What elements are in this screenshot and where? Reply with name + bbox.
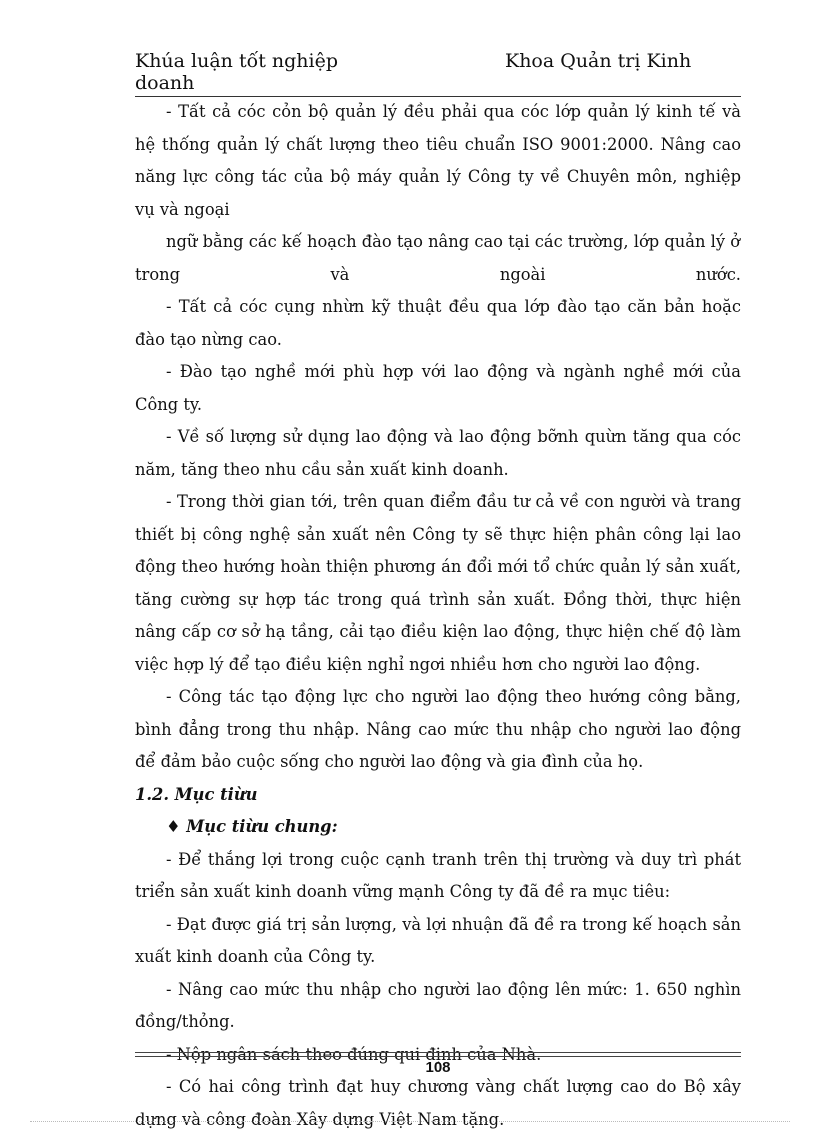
paragraph: - Đạt được giá trị sản lượng, và lợi nhuận đã đề ra trong kế hoạch sản xuất kinh doanh của Công ty. [135, 914, 741, 966]
paragraph: ngữ bằng các kế hoạch đào tạo nâng cao tại các trường, lớp quản lý ở [166, 232, 741, 251]
page-bottom-border [30, 1121, 790, 1122]
footer-rule [135, 1052, 741, 1053]
page-header [135, 50, 741, 98]
paragraph: trong và ngoài nước. [135, 264, 741, 284]
page-number: 108 [425, 1059, 451, 1076]
subsection-heading: ♦ Mục tiừu chung: [166, 817, 338, 836]
paragraph: - Để thắng lợi trong cuộc cạnh tranh trên thị trường và duy trì phát triển sản xuất kinh doanh vững mạnh Công ty đã đề ra mục tiêu: [135, 849, 741, 901]
body-text [135, 96, 741, 1136]
section-heading: 1.2. Mục tiừu [135, 784, 258, 804]
paragraph: - Tất cả cóc cụng nhừn kỹ thuật đều qua lớp đào tạo căn bản hoặc đào tạo nừng cao. [135, 297, 741, 349]
paragraph: - Công tác tạo động lực cho người lao động theo hướng công bằng, bình đẳng trong thu nhập. Nâng cao mức thu nhập cho người lao động để đảm bảo cuộc sống cho người lao động và gia đình của họ. [135, 687, 741, 771]
paragraph: - Tất cả cóc cỏn bộ quản lý đều phải qua cóc lớp quản lý kinh tế và hệ thống quản lý chất lượng theo tiêu chuẩn ISO 9001:2000. Nâng cao năng lực công tác của bộ máy quản lý Công ty về Chuyên môn, nghiệp vụ và ngoại [135, 102, 741, 219]
paragraph: - Đào tạo nghề mới phù hợp với lao động và ngành nghề mới của Công ty. [135, 362, 741, 414]
header-right-title: Khoa Quản trị Kinh [505, 50, 692, 72]
header-left-title: Khúa luận tốt nghiệp doanh [135, 50, 339, 94]
footer-rule [135, 1056, 741, 1057]
paragraph: - Nộp ngân sách theo đúng qui định của Nhà. [166, 1044, 542, 1064]
paragraph: - Có hai công trình đạt huy chương vàng chất lượng cao do Bộ xây dựng và công đoàn Xây dựng Việt Nam tặng. [135, 1077, 741, 1129]
paragraph: - Về số lượng sử dụng lao động và lao động bỡnh quừn tăng qua cóc năm, tăng theo nhu cầu sản xuất kinh doanh. [135, 427, 741, 479]
paragraph: - Trong thời gian tới, trên quan điểm đầu tư cả về con người và trang thiết bị công nghệ sản xuất nên Công ty sẽ thực hiện phân công lại lao động theo hướng hoàn thiện phương án đổi mới tổ chức quản lý sản xuất, tăng cường sự hợp tác trong quá trình sản xuất. Đồng thời, thực hiện nâng cấp cơ sở hạ tầng, cải tạo điều kiện lao động, thực hiện chế độ làm việc hợp lý để tạo điều kiện nghỉ ngơi nhiều hơn cho người lao động. [135, 492, 741, 674]
paragraph: - Nâng cao mức thu nhập cho người lao động lên mức: 1. 650 nghìn đồng/thỏng. [135, 979, 741, 1031]
